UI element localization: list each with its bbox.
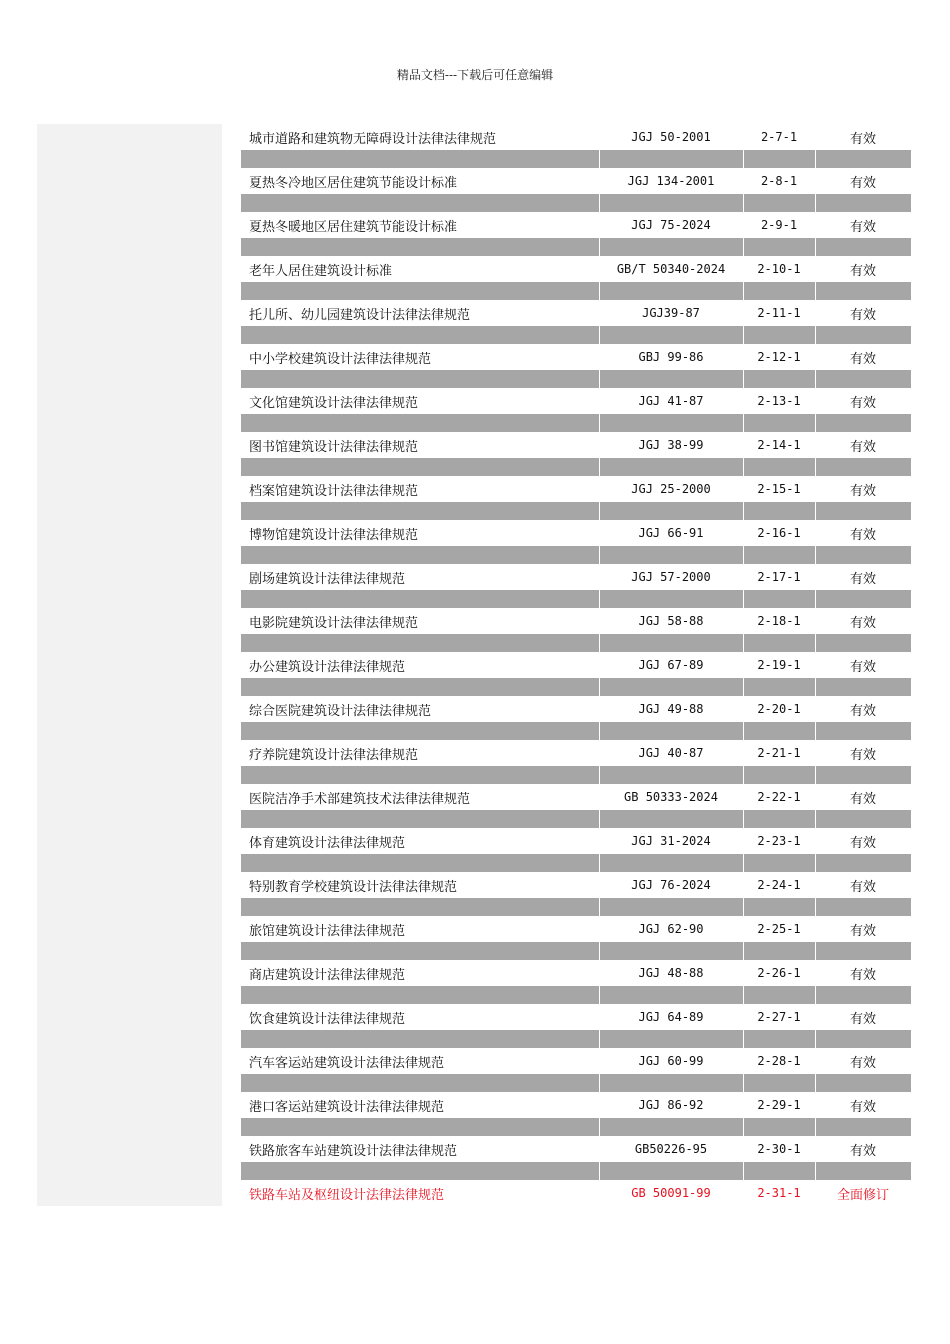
separator-cell (816, 810, 911, 828)
table-row (241, 476, 911, 502)
separator-cell (600, 1030, 743, 1048)
standard-status: 有效 (849, 879, 876, 895)
separator-cell (744, 766, 815, 784)
table-row (241, 608, 911, 634)
standard-status: 有效 (849, 615, 876, 631)
standard-index: 2-30-1 (757, 1142, 801, 1156)
table-row (241, 168, 911, 194)
standard-status: 有效 (849, 1011, 876, 1027)
standard-status: 有效 (849, 307, 876, 323)
standard-status: 全面修订 (836, 1187, 889, 1203)
table-row (241, 388, 911, 414)
separator-cell (744, 634, 815, 652)
separator-cell (600, 722, 743, 740)
standard-index: 2-20-1 (757, 702, 801, 716)
separator-cell (241, 722, 599, 740)
table-row (241, 1092, 911, 1118)
standard-status: 有效 (849, 967, 876, 983)
standard-index: 2-28-1 (757, 1054, 801, 1068)
standard-code: JGJ 49-88 (638, 702, 704, 716)
standard-index: 2-17-1 (757, 570, 801, 584)
standard-status: 有效 (849, 703, 876, 719)
row-separator (241, 986, 911, 1004)
standard-status: 有效 (849, 351, 876, 367)
standard-status: 有效 (849, 263, 876, 279)
standard-code: JGJ 66-91 (638, 526, 704, 540)
separator-cell (241, 502, 599, 520)
separator-cell (744, 678, 815, 696)
standard-code: GBJ 99-86 (638, 350, 704, 364)
standard-code: JGJ 48-88 (638, 966, 704, 980)
standard-index: 2-25-1 (757, 922, 801, 936)
standard-status: 有效 (849, 483, 876, 499)
standard-index: 2-24-1 (757, 878, 801, 892)
standard-name: 办公建筑设计法律法律规范 (249, 659, 406, 675)
separator-cell (816, 458, 911, 476)
standard-name: 图书馆建筑设计法律法律规范 (249, 439, 419, 455)
standard-name: 夏热冬冷地区居住建筑节能设计标准 (249, 175, 458, 191)
standard-status: 有效 (849, 1055, 876, 1071)
separator-cell (600, 1162, 743, 1180)
standard-status: 有效 (849, 659, 876, 675)
table-row (241, 564, 911, 590)
standard-name: 铁路旅客车站建筑设计法律法律规范 (249, 1143, 458, 1159)
standard-index: 2-13-1 (757, 394, 801, 408)
separator-cell (816, 1162, 911, 1180)
separator-cell (600, 282, 743, 300)
standard-index: 2-14-1 (757, 438, 801, 452)
row-separator (241, 502, 911, 520)
standard-index: 2-29-1 (757, 1098, 801, 1112)
table-row (241, 652, 911, 678)
separator-cell (744, 1162, 815, 1180)
row-separator (241, 766, 911, 784)
table-row (241, 960, 911, 986)
separator-cell (744, 854, 815, 872)
standard-index: 2-12-1 (757, 350, 801, 364)
separator-cell (600, 1118, 743, 1136)
separator-cell (816, 766, 911, 784)
standard-code: JGJ 76-2024 (631, 878, 711, 892)
separator-cell (816, 986, 911, 1004)
standard-name: 剧场建筑设计法律法律规范 (249, 571, 406, 587)
standard-name: 饮食建筑设计法律法律规范 (249, 1011, 406, 1027)
separator-cell (816, 854, 911, 872)
table-row (241, 520, 911, 546)
separator-cell (816, 1074, 911, 1092)
separator-cell (744, 590, 815, 608)
separator-cell (816, 282, 911, 300)
standard-name: 中小学校建筑设计法律法律规范 (249, 351, 432, 367)
standard-name: 电影院建筑设计法律法律规范 (249, 615, 419, 631)
standard-name: 城市道路和建筑物无障碍设计法律法律规范 (249, 131, 497, 147)
standard-status: 有效 (849, 791, 876, 807)
standard-code: JGJ 57-2000 (631, 570, 711, 584)
row-separator (241, 678, 911, 696)
separator-cell (241, 1030, 599, 1048)
standard-code: JGJ 58-88 (638, 614, 704, 628)
row-separator (241, 150, 911, 168)
standard-index: 2-27-1 (757, 1010, 801, 1024)
table-row (241, 212, 911, 238)
standard-name: 体育建筑设计法律法律规范 (249, 835, 406, 851)
separator-cell (816, 546, 911, 564)
standard-name: 托儿所、幼儿园建筑设计法律法律规范 (249, 307, 471, 323)
standard-status: 有效 (849, 835, 876, 851)
row-separator (241, 326, 911, 344)
row-separator (241, 458, 911, 476)
separator-cell (744, 194, 815, 212)
standard-status: 有效 (849, 219, 876, 235)
row-separator (241, 722, 911, 740)
standard-name: 博物馆建筑设计法律法律规范 (249, 527, 419, 543)
standard-index: 2-21-1 (757, 746, 801, 760)
table-row (241, 696, 911, 722)
standard-status: 有效 (849, 923, 876, 939)
separator-cell (241, 1162, 599, 1180)
standard-name: 老年人居住建筑设计标准 (249, 263, 393, 279)
standard-index: 2-11-1 (757, 306, 801, 320)
separator-cell (241, 326, 599, 344)
separator-cell (241, 238, 599, 256)
separator-cell (816, 370, 911, 388)
row-separator (241, 238, 911, 256)
separator-cell (241, 898, 599, 916)
separator-cell (816, 1118, 911, 1136)
standard-status: 有效 (849, 1143, 876, 1159)
standard-status: 有效 (849, 747, 876, 763)
standard-status: 有效 (849, 439, 876, 455)
separator-cell (241, 634, 599, 652)
standard-code: GB/T 50340-2024 (616, 262, 726, 276)
separator-cell (600, 546, 743, 564)
standard-code: JGJ 25-2000 (631, 482, 711, 496)
standard-status: 有效 (849, 1099, 876, 1115)
standard-code: JGJ 67-89 (638, 658, 704, 672)
row-separator (241, 898, 911, 916)
separator-cell (600, 854, 743, 872)
table-row (241, 256, 911, 282)
standard-status: 有效 (849, 395, 876, 411)
standard-code: GB 50091-99 (631, 1186, 711, 1200)
row-separator (241, 854, 911, 872)
separator-cell (744, 722, 815, 740)
separator-cell (241, 194, 599, 212)
row-separator (241, 634, 911, 652)
standard-code: JGJ 31-2024 (631, 834, 711, 848)
separator-cell (600, 150, 743, 168)
row-separator (241, 1074, 911, 1092)
standard-name: 港口客运站建筑设计法律法律规范 (249, 1099, 445, 1115)
standard-code: JGJ 134-2001 (627, 174, 715, 188)
separator-cell (600, 1074, 743, 1092)
separator-cell (241, 810, 599, 828)
standard-code: JGJ 50-2001 (631, 130, 711, 144)
separator-cell (241, 942, 599, 960)
separator-cell (816, 1030, 911, 1048)
separator-cell (744, 238, 815, 256)
separator-cell (600, 678, 743, 696)
row-separator (241, 370, 911, 388)
standard-code: JGJ 62-90 (638, 922, 704, 936)
standard-index: 2-8-1 (760, 174, 798, 188)
standard-name: 文化馆建筑设计法律法律规范 (249, 395, 419, 411)
row-separator (241, 590, 911, 608)
row-separator (241, 1118, 911, 1136)
separator-cell (816, 238, 911, 256)
standard-name: 旅馆建筑设计法律法律规范 (249, 923, 406, 939)
separator-cell (241, 414, 599, 432)
standard-index: 2-19-1 (757, 658, 801, 672)
separator-cell (600, 766, 743, 784)
separator-cell (816, 722, 911, 740)
table-row (241, 1180, 911, 1206)
standard-name: 特别教育学校建筑设计法律法律规范 (249, 879, 458, 895)
separator-cell (241, 282, 599, 300)
separator-cell (241, 766, 599, 784)
row-separator (241, 282, 911, 300)
standard-index: 2-15-1 (757, 482, 801, 496)
table-row (241, 872, 911, 898)
separator-cell (600, 414, 743, 432)
standard-code: JGJ39-87 (642, 306, 700, 320)
table-row (241, 300, 911, 326)
separator-cell (241, 150, 599, 168)
standard-status: 有效 (849, 131, 876, 147)
standard-code: JGJ 40-87 (638, 746, 704, 760)
separator-cell (600, 370, 743, 388)
separator-cell (744, 326, 815, 344)
standard-name: 档案馆建筑设计法律法律规范 (249, 483, 419, 499)
standard-name: 夏热冬暖地区居住建筑节能设计标准 (249, 219, 458, 235)
separator-cell (744, 282, 815, 300)
separator-cell (744, 810, 815, 828)
standard-index: 2-16-1 (757, 526, 801, 540)
separator-cell (744, 1030, 815, 1048)
separator-cell (600, 238, 743, 256)
standard-code: JGJ 60-99 (638, 1054, 704, 1068)
separator-cell (816, 634, 911, 652)
table-row (241, 828, 911, 854)
standard-status: 有效 (849, 175, 876, 191)
standard-index: 2-18-1 (757, 614, 801, 628)
separator-cell (600, 502, 743, 520)
table-row (241, 124, 911, 150)
standard-code: JGJ 75-2024 (631, 218, 711, 232)
standard-index: 2-23-1 (757, 834, 801, 848)
separator-cell (600, 634, 743, 652)
table-row (241, 1004, 911, 1030)
separator-cell (600, 986, 743, 1004)
separator-cell (816, 678, 911, 696)
separator-cell (241, 458, 599, 476)
standard-code: JGJ 38-99 (638, 438, 704, 452)
separator-cell (241, 1074, 599, 1092)
standard-name: 汽车客运站建筑设计法律法律规范 (249, 1055, 445, 1071)
standard-code: JGJ 41-87 (638, 394, 704, 408)
separator-cell (241, 986, 599, 1004)
separator-cell (241, 546, 599, 564)
standard-name: 商店建筑设计法律法律规范 (249, 967, 406, 983)
separator-cell (600, 942, 743, 960)
table-row (241, 916, 911, 942)
standard-code: JGJ 64-89 (638, 1010, 704, 1024)
standard-status: 有效 (849, 527, 876, 543)
standards-table (241, 124, 911, 1206)
standard-name: 铁路车站及枢纽设计法律法律规范 (249, 1187, 445, 1203)
separator-cell (241, 1118, 599, 1136)
separator-cell (744, 986, 815, 1004)
standard-status: 有效 (849, 571, 876, 587)
separator-cell (744, 546, 815, 564)
table-row (241, 740, 911, 766)
separator-cell (241, 590, 599, 608)
row-separator (241, 414, 911, 432)
table-row (241, 1136, 911, 1162)
separator-cell (600, 810, 743, 828)
separator-cell (816, 502, 911, 520)
separator-cell (816, 898, 911, 916)
separator-cell (600, 326, 743, 344)
standard-code: JGJ 86-92 (638, 1098, 704, 1112)
separator-cell (816, 326, 911, 344)
standard-name: 疗养院建筑设计法律法律规范 (249, 747, 419, 763)
separator-cell (600, 458, 743, 476)
standard-name: 综合医院建筑设计法律法律规范 (249, 703, 432, 719)
separator-cell (241, 678, 599, 696)
separator-cell (241, 854, 599, 872)
row-separator (241, 194, 911, 212)
table-row (241, 432, 911, 458)
side-panel (37, 124, 222, 1206)
separator-cell (744, 942, 815, 960)
standard-index: 2-26-1 (757, 966, 801, 980)
separator-cell (816, 942, 911, 960)
standard-code: GB50226-95 (634, 1142, 708, 1156)
standard-name: 医院洁净手术部建筑技术法律法律规范 (249, 791, 471, 807)
separator-cell (600, 898, 743, 916)
row-separator (241, 1030, 911, 1048)
standard-index: 2-9-1 (760, 218, 798, 232)
separator-cell (816, 414, 911, 432)
separator-cell (816, 194, 911, 212)
separator-cell (744, 502, 815, 520)
separator-cell (744, 370, 815, 388)
row-separator (241, 942, 911, 960)
table-row (241, 1048, 911, 1074)
separator-cell (744, 150, 815, 168)
separator-cell (744, 1118, 815, 1136)
page-header: 精品文档---下载后可任意编辑 (396, 68, 554, 82)
row-separator (241, 810, 911, 828)
separator-cell (816, 150, 911, 168)
standard-code: GB 50333-2024 (624, 790, 718, 804)
standard-index: 2-10-1 (757, 262, 801, 276)
standard-index: 2-7-1 (760, 130, 798, 144)
separator-cell (600, 590, 743, 608)
standard-index: 2-22-1 (757, 790, 801, 804)
table-row (241, 784, 911, 810)
separator-cell (744, 898, 815, 916)
table-row (241, 344, 911, 370)
separator-cell (744, 1074, 815, 1092)
standard-index: 2-31-1 (757, 1186, 801, 1200)
separator-cell (816, 590, 911, 608)
row-separator (241, 546, 911, 564)
separator-cell (744, 414, 815, 432)
separator-cell (744, 458, 815, 476)
row-separator (241, 1162, 911, 1180)
separator-cell (241, 370, 599, 388)
separator-cell (600, 194, 743, 212)
